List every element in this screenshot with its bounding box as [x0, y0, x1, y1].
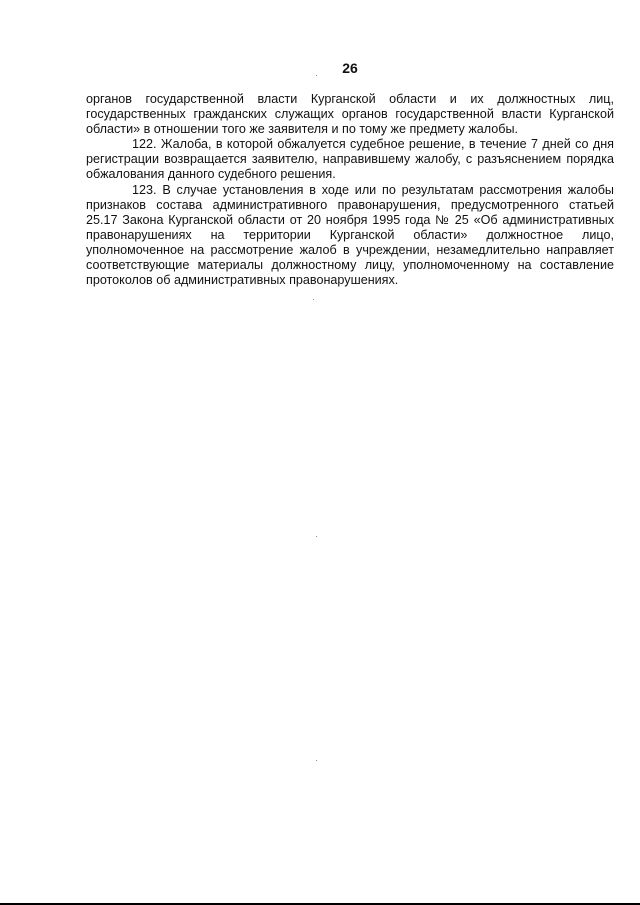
scan-speck	[316, 536, 317, 537]
scan-speck	[316, 760, 317, 761]
scan-speck	[313, 299, 314, 300]
scan-speck	[316, 75, 317, 76]
body-text	[86, 92, 614, 288]
page-number: 26	[342, 60, 358, 76]
paragraph-item-122: 122. Жалоба, в которой обжалуется судебное решение, в течение 7 дней со дня регистрации возвращается заявителю, направившему жалобу, с разъяснением порядка обжалования данного судебного решения.	[86, 137, 614, 182]
paragraph-item-123: 123. В случае установления в ходе или по результатам рассмотрения жалобы признаков состава административного правонарушения, предусмотренного статьей 25.17 Закона Курганской области от 20 ноября 1995 года № 25 «Об административных правонарушениях на территории Курганской области» должностное лицо, уполномоченное на рассмотрение жалоб в учреждении, незамедлительно направляет соответствующие материалы должностному лицу, уполномоченному на составление протоколов об административных правонарушениях.	[86, 182, 614, 288]
paragraph-continuation: органов государственной власти Курганской области и их должностных лиц, государственных гражданских служащих органов государственной власти Курганской области» в отношении того же заявителя и по тому же предмету жалобы.	[86, 92, 614, 137]
